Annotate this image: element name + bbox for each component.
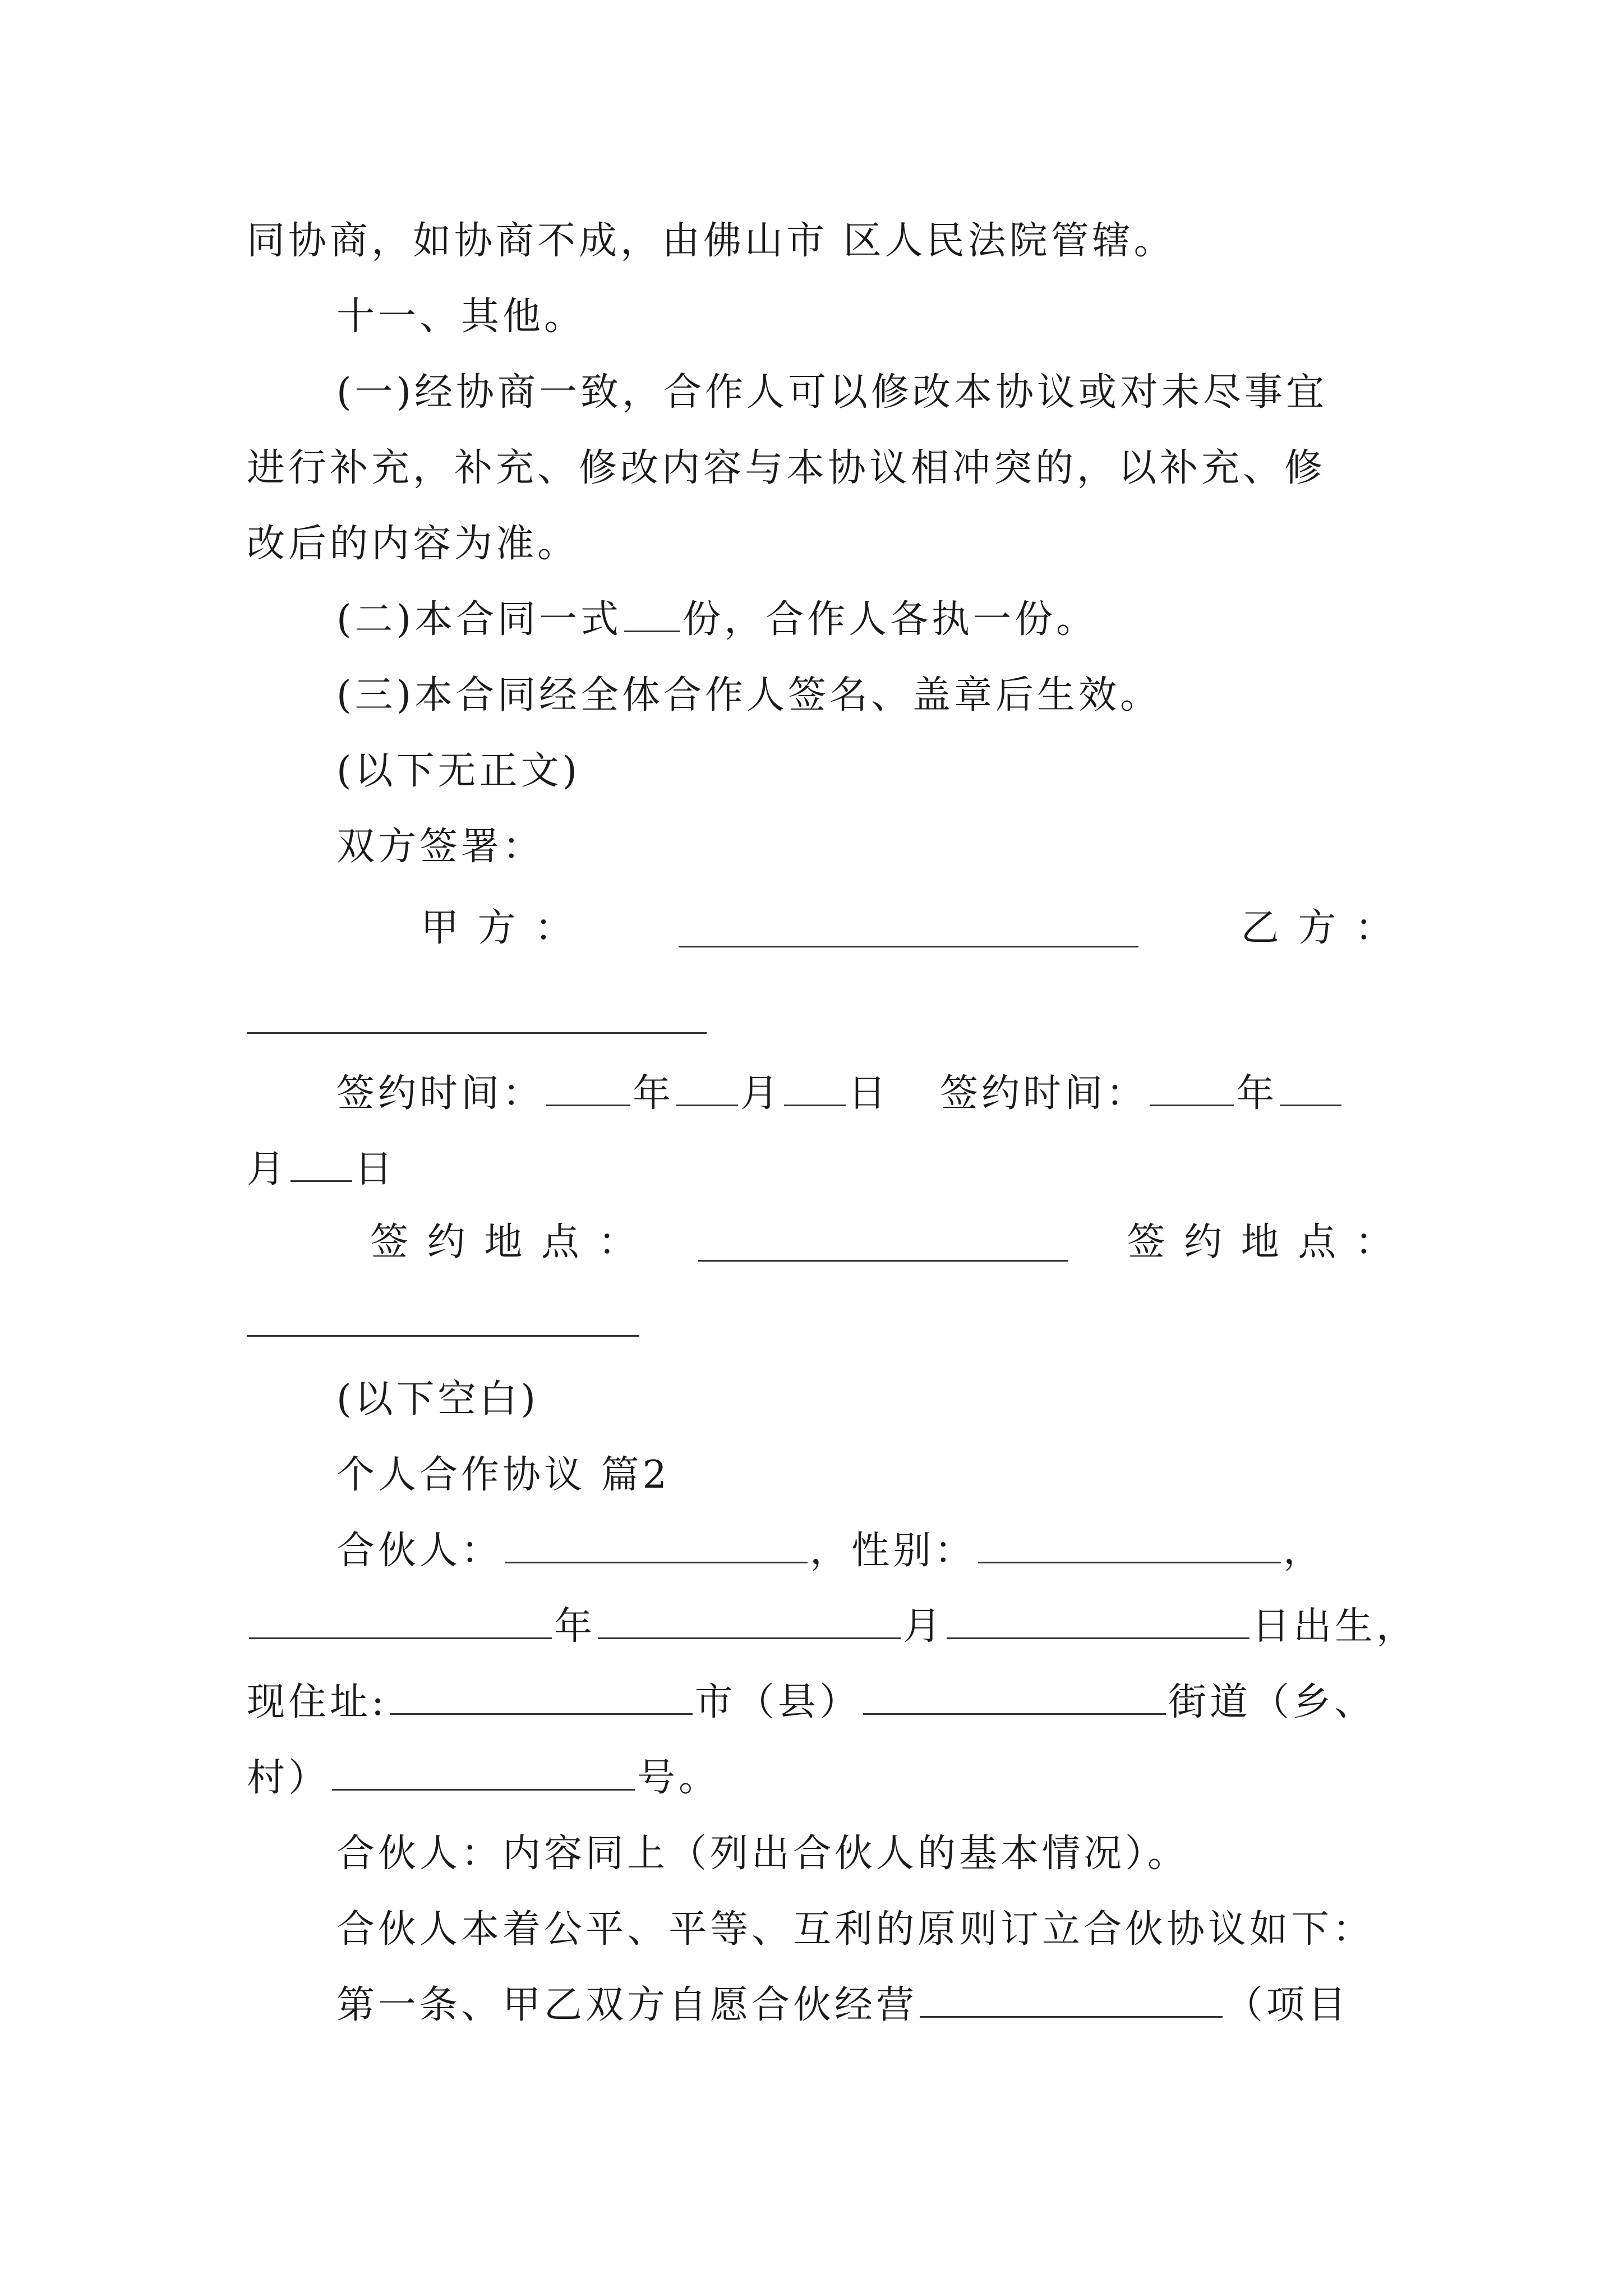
text-line: (以下空白) [336, 1377, 540, 1421]
village-label: 村） [247, 1756, 330, 1800]
sign-time-row [247, 1063, 1396, 1125]
birth-suffix: 日出生， [1252, 1604, 1418, 1649]
year-blank [1150, 1069, 1234, 1106]
text-line: (以下无正文) [336, 749, 581, 793]
month-label: 月 [903, 1604, 945, 1649]
article-row [247, 1975, 1396, 2036]
month-blank [676, 1069, 738, 1106]
text-line: 进行补充，补充、修改内容与本协议相冲突的，以补充、修 [247, 446, 1326, 490]
party-a-label: 甲 方 ： [421, 906, 577, 950]
project-blank [920, 1980, 1223, 2018]
sign-time-row-cont [247, 1139, 1396, 1200]
article-text: （项目 [1225, 1983, 1350, 2027]
birth-year-blank [249, 1602, 552, 1639]
address-number-blank [332, 1753, 635, 1791]
sign-place-row [247, 1212, 1396, 1273]
text-line: (三)本合同经全体合作人签名、盖章后生效。 [336, 673, 1162, 717]
signature-row [247, 898, 1396, 959]
section-title: 个人合作协议 篇2 [336, 1453, 670, 1497]
day-blank [291, 1144, 352, 1182]
copies-blank [624, 595, 680, 632]
day-blank [784, 1069, 846, 1106]
text-line: 双方签署： [336, 825, 545, 869]
year-label: 年 [554, 1604, 596, 1649]
birth-row [247, 1596, 1418, 1658]
birth-day-blank [947, 1602, 1249, 1639]
article-text: 第一条、甲乙双方自愿合伙经营 [336, 1983, 918, 2027]
day-label: 日 [848, 1071, 890, 1116]
text-line: 改后的内容为准。 [247, 522, 579, 566]
address-city-blank [390, 1677, 693, 1715]
text-line: 同协商，如协商不成，由佛山市 区人民法院管辖。 [247, 219, 1175, 263]
sign-place-blank [698, 1224, 1068, 1262]
sign-time-label: 签约时间： [940, 1071, 1148, 1116]
partner-row [247, 1520, 1396, 1582]
comma: ， [1283, 1529, 1325, 1573]
partner-label: 合伙人： [336, 1529, 503, 1573]
sign-time-label: 签约时间： [336, 1071, 545, 1116]
address-row-cont [247, 1747, 1396, 1809]
text-line [247, 589, 1396, 651]
month-label: 月 [247, 1147, 289, 1191]
party-a-signature-blank [679, 910, 1138, 947]
section-heading: 十一、其他。 [336, 295, 586, 339]
clause-text: (二)本合同一式 [336, 597, 623, 642]
party-b-label: 乙 方 ： [1241, 906, 1396, 950]
partner-name-blank [505, 1526, 808, 1563]
street-label: 街道（乡、 [1168, 1680, 1376, 1724]
gender-blank [978, 1526, 1281, 1563]
gender-label: ，性别： [810, 1529, 976, 1573]
address-row [247, 1672, 1396, 1733]
sign-place-blank [247, 1335, 639, 1337]
text-line: 合伙人：内容同上（列出合伙人的基本情况）。 [336, 1832, 1189, 1876]
sign-place-label: 签 约 地 点 ： [1127, 1220, 1396, 1264]
clause-text: 份，合作人各执一份。 [683, 597, 1098, 642]
party-b-signature-blank [247, 1032, 707, 1034]
address-label: 现住址: [247, 1680, 388, 1724]
sign-place-label: 签 约 地 点 ： [370, 1220, 640, 1264]
city-label: 市（县） [694, 1680, 861, 1724]
text-line: 合伙人本着公平、平等、互利的原则订立合伙协议如下： [336, 1907, 1375, 1952]
year-label: 年 [633, 1071, 675, 1116]
address-street-blank [863, 1677, 1166, 1715]
month-blank [1280, 1069, 1341, 1106]
birth-month-blank [598, 1602, 901, 1639]
year-blank [546, 1069, 630, 1106]
year-label: 年 [1236, 1071, 1278, 1116]
text-line: (一)经协商一致，合作人可以修改本协议或对未尽事宜 [336, 370, 1328, 415]
month-label: 月 [740, 1071, 782, 1116]
day-label: 日 [354, 1147, 396, 1191]
number-suffix: 号。 [637, 1756, 721, 1800]
